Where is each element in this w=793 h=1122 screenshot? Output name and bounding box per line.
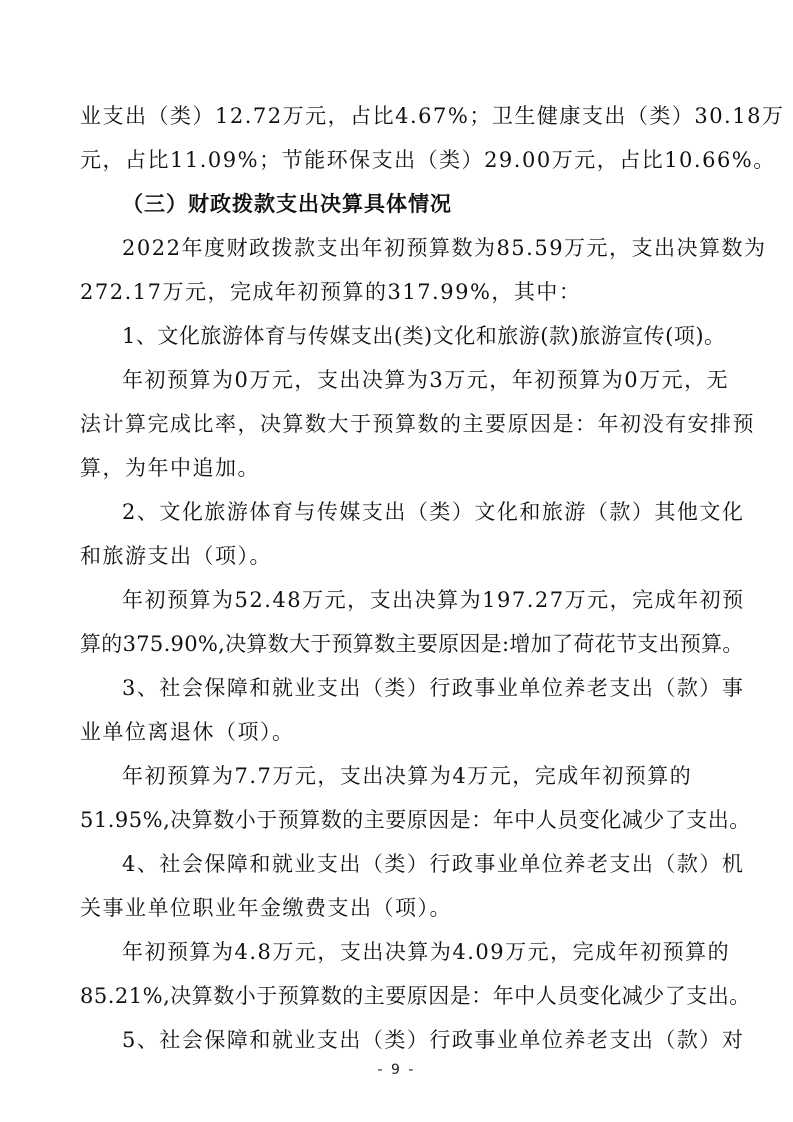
body-text-line: 年初预算为7.7万元，支出决算为4万元，完成年初预算的 <box>122 764 693 788</box>
body-text-line: 2022年度财政拨款支出年初预算数为85.59万元，支出决算数为 <box>122 236 767 260</box>
item-heading: 4、社会保障和就业支出（类）行政事业单位养老支出（款）机 <box>122 852 745 876</box>
body-text-line: 85.21%,决算数小于预算数的主要原因是：年中人员变化减少了支出。 <box>80 984 751 1008</box>
page-number: - 9 - <box>377 1062 416 1078</box>
body-text-line: 年初预算为52.48万元，支出决算为197.27万元，完成年初预 <box>122 588 745 612</box>
body-text-line: 51.95%,决算数小于预算数的主要原因是：年中人员变化减少了支出。 <box>80 808 751 832</box>
section-heading: （三）财政拨款支出决算具体情况 <box>122 192 452 216</box>
item-heading: 1、文化旅游体育与传媒支出(类)文化和旅游(款)旅游宣传(项)。 <box>122 324 726 348</box>
body-text-line: 业支出（类）12.72万元，占比4.67%；卫生健康支出（类）30.18万 <box>80 104 785 128</box>
item-heading: 2、文化旅游体育与传媒支出（类）文化和旅游（款）其他文化 <box>122 500 745 524</box>
body-text-line: 业单位离退休（项）。 <box>80 720 295 744</box>
item-heading: 3、社会保障和就业支出（类）行政事业单位养老支出（款）事 <box>122 676 745 700</box>
body-text-line: 和旅游支出（项）。 <box>80 544 272 568</box>
body-text-line: 元，占比11.09%；节能环保支出（类）29.00万元，占比10.66%。 <box>80 148 776 172</box>
body-text-line: 年初预算为4.8万元，支出决算为4.09万元，完成年初预算的 <box>122 940 731 964</box>
body-text-line: 272.17万元，完成年初预算的317.99%，其中： <box>80 280 582 304</box>
item-heading: 5、社会保障和就业支出（类）行政事业单位养老支出（款）对 <box>122 1028 745 1052</box>
body-text-line: 法计算完成比率，决算数大于预算数的主要原因是：年初没有安排预 <box>80 412 755 436</box>
body-text-line: 关事业单位职业年金缴费支出（项）。 <box>80 896 452 920</box>
body-text-line: 算，为年中追加。 <box>80 456 260 480</box>
body-text-line: 年初预算为0万元，支出决算为3万元，年初预算为0万元，无 <box>122 368 730 392</box>
body-text-line: 算的375.90%,决算数大于预算数主要原因是:增加了荷花节支出预算。 <box>80 632 744 656</box>
